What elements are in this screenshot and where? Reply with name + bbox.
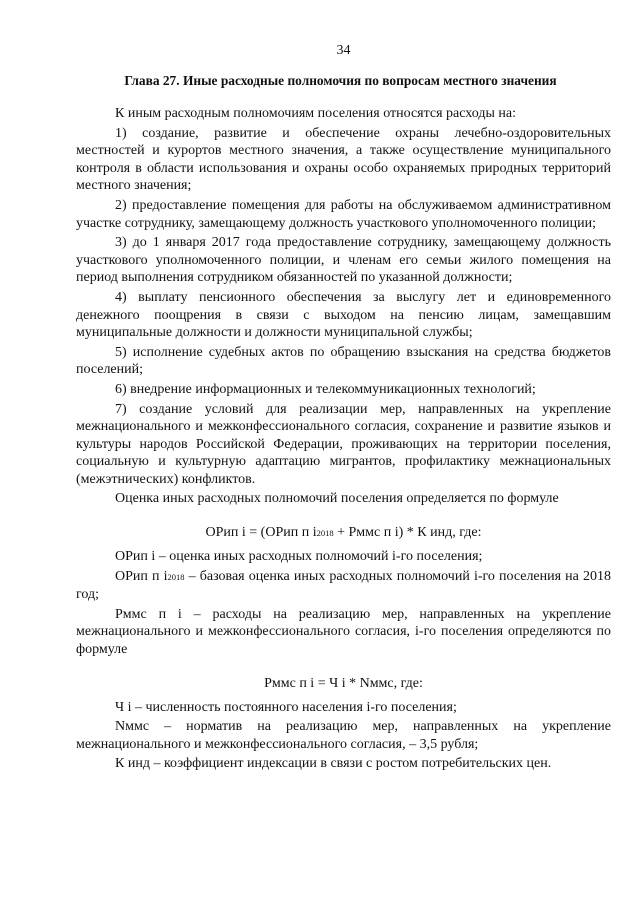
list-item-5: 5) исполнение судебных актов по обращению взыскания на средства бюджетов поселений;	[76, 344, 611, 378]
definition-norm: Nммс – норматив на реализацию мер, направленных на укрепление межнационального и межконфессионального согласия, – 3,5 рубля;	[76, 719, 611, 752]
formula-main-subscript: 2018	[316, 528, 334, 539]
formula-main	[76, 524, 611, 542]
formula-main-part-a: ОРип i = (ОРип п i	[205, 525, 317, 541]
definition-rmms: Рммс п i – расходы на реализацию мер, направленных на укрепление межнационального и межконфессионального согласия, i-го поселения определяются по формуле	[76, 606, 611, 658]
definition-orip-base-post: – базовая оценка иных расходных полномочий i-го поселения на 2018 год;	[76, 568, 612, 603]
page-number: 34	[336, 43, 351, 58]
list-item-2: 2) предоставление помещения для работы на обслуживаемом административном участке сотруднику, замещающему должность участкового уполномоченного полиции;	[76, 197, 611, 231]
intro-paragraph: К иным расходным полномочиям поселения относятся расходы на:	[115, 106, 516, 121]
list-item-6: 6) внедрение информационных и телекоммуникационных технологий;	[115, 381, 536, 397]
list-item-4: 4) выплату пенсионного обеспечения за выслугу лет и единовременного денежного поощрения в связи с выходом на пенсию лицам, замещавшим муниципальные должности и должности муниципальной службы;	[76, 289, 611, 341]
chapter-title: Глава 27. Иные расходные полномочия по вопросам местного значения	[124, 73, 557, 88]
definition-index: К инд – коэффициент индексации в связи с ростом потребительских цен.	[115, 756, 552, 772]
list-item-7: 7) создание условий для реализации мер, направленных на укрепление межнационального и межконфессионального согласия, сохранение и развитие языков и культуры народов Российской Федерации, проживающих на территории поселения, социальную и культурную адаптацию мигрантов, профилактику межнациональных (межэтнических) конфликтов.	[76, 401, 611, 487]
formula-rmms: Рммс п i = Ч i * Nммс, где:	[264, 675, 423, 691]
formula-intro: Оценка иных расходных полномочий поселения определяется по формуле	[115, 491, 559, 507]
definition-population: Ч i – численность постоянного населения i-го поселения;	[115, 699, 457, 715]
list-item-1: 1) создание, развитие и обеспечение охраны лечебно-оздоровительных местностей и курортов местного значения, а также осуществление муниципального контроля в области использования и охраны особо охраняемых природных территорий местного значения;	[76, 125, 611, 194]
definition-orip-i: ОРип i – оценка иных расходных полномочий i-го поселения;	[115, 549, 483, 565]
list-item-3: 3) до 1 января 2017 года предоставление сотруднику, замещающему должность участкового уполномоченного полиции, и членам его семьи жилого помещения на период выполнения сотрудником обязанностей по указанной должности;	[76, 235, 611, 286]
formula-main-part-b: + Рммс п i) * К инд, где:	[333, 525, 482, 541]
definition-orip-base-subscript: 2018	[167, 571, 185, 582]
definition-orip-base	[76, 568, 611, 604]
document-body	[76, 105, 611, 773]
definition-orip-base-pre: ОРип п i	[115, 568, 168, 584]
